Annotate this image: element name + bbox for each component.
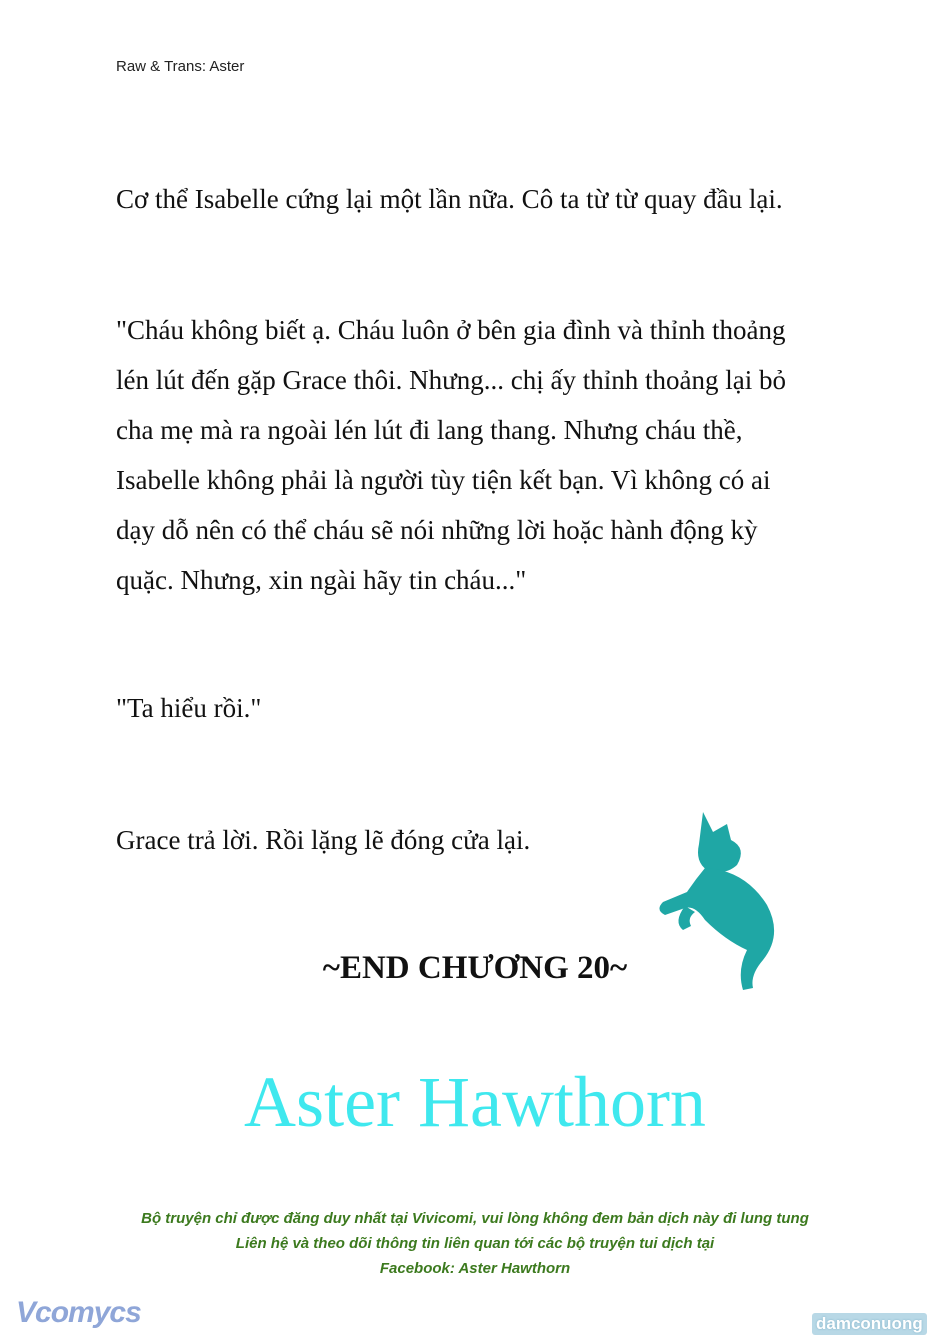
footer-facebook-line: Facebook: Aster Hawthorn (379, 1260, 571, 1277)
watermark: Aster Hawthorn (244, 1062, 706, 1142)
paragraph-4 (116, 815, 530, 865)
text-line: cha mẹ mà ra ngoài lén lút đi lang thang. Nhưng cháu thề, (116, 415, 743, 445)
vcomycs-logo: Vcomycs (16, 1296, 141, 1329)
text-line: quặc. Nhưng, xin ngài hãy tin cháu..." (116, 565, 527, 595)
chapter-end-title: ~END CHƯƠNG 20~ (322, 950, 628, 986)
text-line: lén lút đến gặp Grace thôi. Nhưng... chị ấy thỉnh thoảng lại bỏ (116, 365, 786, 395)
text-line: Isabelle không phải là người tùy tiện kết bạn. Vì không có ai (116, 465, 771, 495)
text-line: Cơ thể Isabelle cứng lại một lần nữa. Cô ta từ từ quay đầu lại. (116, 184, 783, 214)
paragraph-1 (116, 174, 783, 224)
damconuong-logo: damconuong (812, 1313, 927, 1335)
text-line: Grace trả lời. Rồi lặng lẽ đóng cửa lại. (116, 825, 531, 855)
footer-contact-line: Liên hệ và theo dõi thông tin liên quan tới các bộ truyện tui dịch tại (235, 1235, 715, 1252)
text-line: "Cháu không biết ạ. Cháu luôn ở bên gia đình và thỉnh thoảng (116, 315, 786, 345)
cat-silhouette-icon (655, 810, 780, 995)
header-credit: Raw & Trans: Aster (116, 58, 245, 75)
paragraph-3 (116, 683, 261, 733)
text-line: "Ta hiểu rồi." (116, 693, 262, 723)
paragraph-2 (116, 305, 786, 605)
text-line: dạy dỗ nên có thể cháu sẽ nói những lời hoặc hành động kỳ (116, 515, 758, 545)
footer-notice-line: Bộ truyện chỉ được đăng duy nhất tại Vivicomi, vui lòng không đem bản dịch này đi lung tung (141, 1210, 809, 1227)
